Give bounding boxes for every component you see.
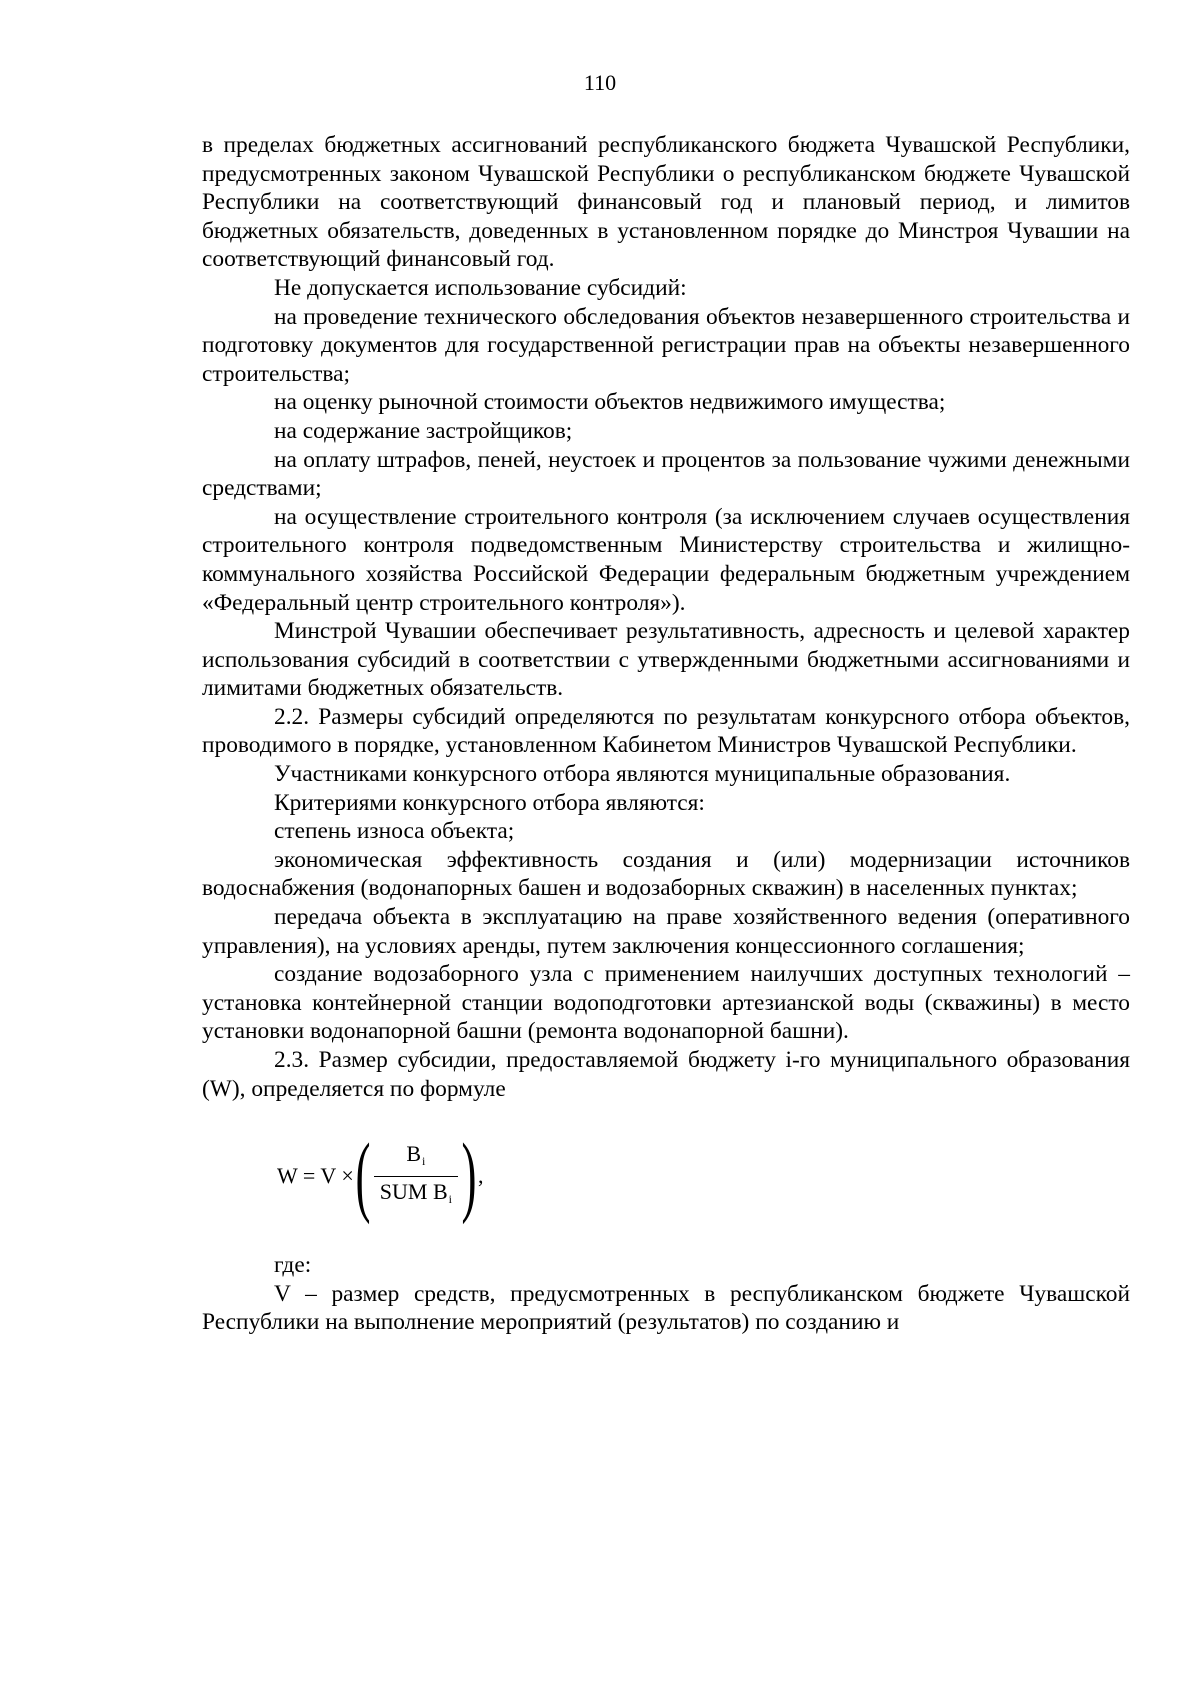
formula-fraction [374,1141,458,1212]
left-paren: ( [355,1126,371,1226]
formula-trailing: , [477,1162,484,1188]
formula-numerator [400,1141,431,1176]
numerator-subscript: i [422,1153,426,1168]
paragraph: где: [274,1252,312,1279]
numerator-symbol: B [406,1140,422,1166]
paragraph: Критериями конкурсного отбора являются: [274,789,705,816]
formula-denominator [374,1177,458,1212]
paragraph: Участниками конкурсного отбора являются муниципальные образования. [274,761,1011,788]
paragraph: на проведение технического обследования объектов незавершенного строительства и подготовку документов для государственной регистрации прав на объекты незавершенного строительства; [202,303,1130,387]
document-body [202,131,1130,1337]
paragraph: экономическая эффективность создания и (или) модернизации источников водоснабжения (водонапорных башен и водозаборных скважин) в населенных пунктах; [202,846,1130,902]
denominator-subscript: i [448,1191,452,1206]
denominator-symbol: SUM B [379,1178,448,1204]
formula [277,1126,484,1226]
formula-lhs: W = V × [277,1162,354,1188]
page-number: 110 [583,70,617,95]
paragraph: на содержание застройщиков; [274,417,573,444]
paragraph: в пределах бюджетных ассигнований республиканского бюджета Чувашской Республики, предусмотренных законом Чувашской Республики о республиканском бюджете Чувашской Республики на соответствующий финансовый год и плановый период, и лимитов бюджетных обязательств, доведенных в установленном порядке до Минстроя Чувашии на соответствующий финансовый год. [202,132,1130,273]
paragraph: степень износа объекта; [274,818,515,845]
paragraph: 2.2. Размеры субсидий определяются по результатам конкурсного отбора объектов, проводимого в порядке, установленном Кабинетом Министров Чувашской Республики. [202,703,1130,759]
formula-block [202,1126,1130,1226]
paragraph: передача объекта в эксплуатацию на праве хозяйственного ведения (оперативного управления), на условиях аренды, путем заключения концессионного соглашения; [202,904,1130,959]
paragraph: V – размер средств, предусмотренных в республиканском бюджете Чувашской Республики на выполнение мероприятий (результатов) по созданию и [202,1280,1130,1336]
paragraph: на оценку рыночной стоимости объектов недвижимого имущества; [274,389,946,416]
paragraph: на оплату штрафов, пеней, неустоек и процентов за пользование чужими денежными средствами; [202,446,1130,502]
paragraph: Минстрой Чувашии обеспечивает результативность, адресность и целевой характер использования субсидий в соответствии с утвержденными бюджетными ассигнованиями и лимитами бюджетных обязательств. [202,618,1130,702]
paragraph: на осуществление строительного контроля (за исключением случаев осуществления строительного контроля подведомственным Министерству строительства и жилищно-коммунального хозяйства Российской Федерации федеральным бюджетным учреждением «Федеральный центр строительного контроля»). [202,503,1130,616]
paragraph: 2.3. Размер субсидии, предоставляемой бюджету i-го муниципального образования (W), определяется по формуле [202,1047,1130,1102]
right-paren: ) [461,1126,477,1226]
paragraph: создание водозаборного узла с применением наилучших доступных технологий – установка контейнерной станции водоподготовки артезианской воды (скважины) в место установки водонапорной башни (ремонта водонапорной башни). [202,961,1130,1045]
paragraph: Не допускается использование субсидий: [274,274,687,301]
